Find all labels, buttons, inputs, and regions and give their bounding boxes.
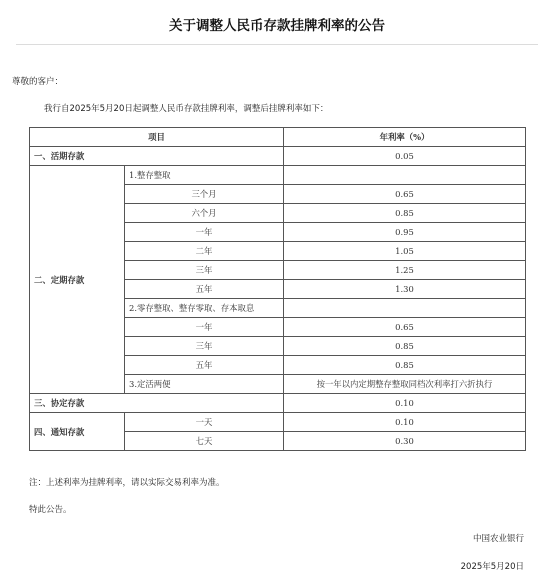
table-row: [30, 394, 526, 413]
flexible-label: 3.定活两便: [125, 375, 284, 394]
rate-cell: 1.05: [284, 242, 526, 261]
table-row: [30, 413, 526, 432]
announce-date: 2025年5月20日: [460, 562, 524, 572]
header-item: 项目: [30, 128, 284, 147]
table-row: [30, 166, 526, 185]
demand-deposit-label: 一、活期存款: [30, 147, 284, 166]
rate-cell: 0.85: [284, 337, 526, 356]
rate-cell: 0.85: [284, 204, 526, 223]
rate-cell: 0.10: [284, 413, 526, 432]
title-divider: [16, 44, 538, 45]
term-cell: 二年: [125, 242, 284, 261]
term-cell: 三年: [125, 261, 284, 280]
header-rate: 年利率（%）: [284, 128, 526, 147]
note-text: 注：上述利率为挂牌利率，请以实际交易利率为准。: [29, 478, 225, 488]
term-cell: 五年: [125, 280, 284, 299]
greeting: 尊敬的客户：: [12, 77, 64, 87]
rate-cell: 1.25: [284, 261, 526, 280]
table-row: [30, 147, 526, 166]
term-cell: 五年: [125, 356, 284, 375]
lump-sum-label: 1.整存整取: [125, 166, 284, 185]
installment-label: 2.零存整取、整存零取、存本取息: [125, 299, 284, 318]
rate-cell: 0.65: [284, 185, 526, 204]
term-cell: 七天: [125, 432, 284, 451]
table-header-row: [30, 128, 526, 147]
flexible-rate: 按一年以内定期整存整取同档次利率打六折执行: [284, 375, 526, 394]
agreement-deposit-label: 三、协定存款: [30, 394, 284, 413]
term-cell: 一年: [125, 223, 284, 242]
rate-cell: 0.85: [284, 356, 526, 375]
term-cell: 一年: [125, 318, 284, 337]
rate-cell: 0.65: [284, 318, 526, 337]
rate-table: [29, 127, 526, 451]
term-cell: 三个月: [125, 185, 284, 204]
page-title: 关于调整人民币存款挂牌利率的公告: [169, 18, 385, 34]
bank-name: 中国农业银行: [472, 534, 524, 544]
notice-deposit-label: 四、通知存款: [30, 413, 125, 451]
rate-cell: 0.30: [284, 432, 526, 451]
rate-cell: 0.95: [284, 223, 526, 242]
announce-text: 特此公告。: [29, 505, 72, 515]
term-cell: 三年: [125, 337, 284, 356]
term-cell: 一天: [125, 413, 284, 432]
agreement-deposit-rate: 0.10: [284, 394, 526, 413]
intro-text: 我行自2025年5月20日起调整人民币存款挂牌利率，调整后挂牌利率如下：: [44, 104, 329, 114]
fixed-deposit-label: 二、定期存款: [30, 166, 125, 394]
demand-deposit-rate: 0.05: [284, 147, 526, 166]
term-cell: 六个月: [125, 204, 284, 223]
rate-cell: 1.30: [284, 280, 526, 299]
